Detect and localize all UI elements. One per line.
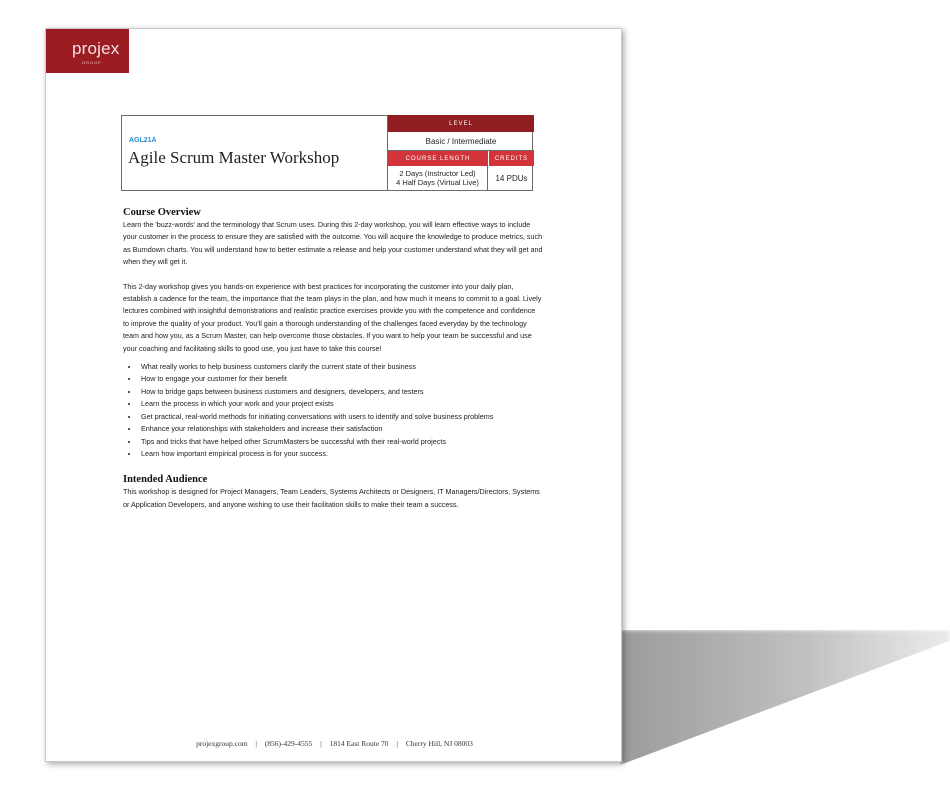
footer-separator: | — [320, 739, 322, 748]
level-label: LEVEL — [388, 115, 534, 132]
list-item: • Learn how important empirical process is for your success. — [139, 448, 543, 460]
footer-separator: | — [396, 739, 398, 748]
overview-paragraph-1: Learn the 'buzz-words' and the terminology that Scrum uses. During this 2-day workshop, you will learn effective ways to include your customer in the process to ensure they are satisfied with the outcome. You will acquire the knowledge to produce metrics, such as Burndown charts. You will understand how to better estimate a release and help your customer understand what they will get and when they will get it. — [123, 220, 543, 267]
course-content — [123, 207, 543, 511]
length-line-1: 2 Days (Instructor Led) — [399, 169, 476, 178]
list-item: • What really works to help business customers clarify the current state of their business — [139, 361, 543, 373]
course-code: AGL21A — [129, 137, 157, 144]
level-value: Basic / Intermediate — [388, 132, 534, 151]
logo-text: projex — [72, 39, 120, 58]
footer-address: 1814 East Route 70 — [329, 739, 389, 748]
footer-city: Cherry Hill, NJ 08003 — [405, 739, 473, 748]
course-length-label: COURSE LENGTH — [388, 151, 488, 166]
list-item: • Get practical, real-world methods for initiating conversations with users to identify and solve business problems — [139, 411, 543, 423]
benefits-list — [123, 361, 543, 460]
footer-separator: | — [255, 739, 257, 748]
credits-value: 14 PDUs — [495, 174, 528, 183]
footer-phone: (856)-429-4555 — [264, 739, 313, 748]
overview-heading: Course Overview — [123, 207, 201, 218]
course-info-table — [387, 115, 534, 191]
course-title: Agile Scrum Master Workshop — [128, 148, 340, 167]
list-item: • Enhance your relationships with stakeholders and increase their satisfaction — [139, 423, 543, 435]
list-item: • Tips and tricks that have helped other ScrumMasters be successful with their real-world projects — [139, 436, 543, 448]
overview-paragraph-2: This 2-day workshop gives you hands-on experience with best practices for incorporating the customer into your daily plan, establish a cadence for the team, the importance that the team plays in the plan, and how much it means to commit to a goal. Lively lectures combined with insightful demonstrations and realistic practice exercises provide you with the competence and confidence to improve the quality of your product. You'll gain a thorough understanding of the challenges faced everyday by the technology team and how you, as a Scrum Master, can help overcome those obstacles. If you want to help your team be successful and use your coaching and facilitating skills to good use, you just have to take this course! — [123, 281, 542, 353]
page-shadow — [620, 630, 950, 765]
footer-website: projexgroup.com — [196, 739, 248, 748]
list-item: • How to bridge gaps between business customers and designers, developers, and testers — [139, 386, 543, 398]
course-header — [121, 115, 533, 191]
audience-text: This workshop is designed for Project Managers, Team Leaders, Systems Architects or Designers, IT Managers/Directors, Systems or Application Developers, and anyone wishing to use their facilitation skills to make their team a success. — [123, 487, 540, 509]
projex-logo — [46, 29, 129, 73]
logo-subtext: GROUP — [82, 60, 102, 65]
document-page — [45, 28, 622, 762]
list-item: • Learn the process in which your work and your project exists — [139, 398, 543, 410]
audience-heading: Intended Audience — [123, 474, 208, 486]
list-item: • How to engage your customer for their benefit — [139, 373, 543, 385]
course-length-value — [388, 166, 488, 191]
length-line-2: 4 Half Days (Virtual Live) — [396, 178, 479, 187]
page-footer — [46, 739, 623, 748]
credits-label: CREDITS — [489, 151, 534, 166]
